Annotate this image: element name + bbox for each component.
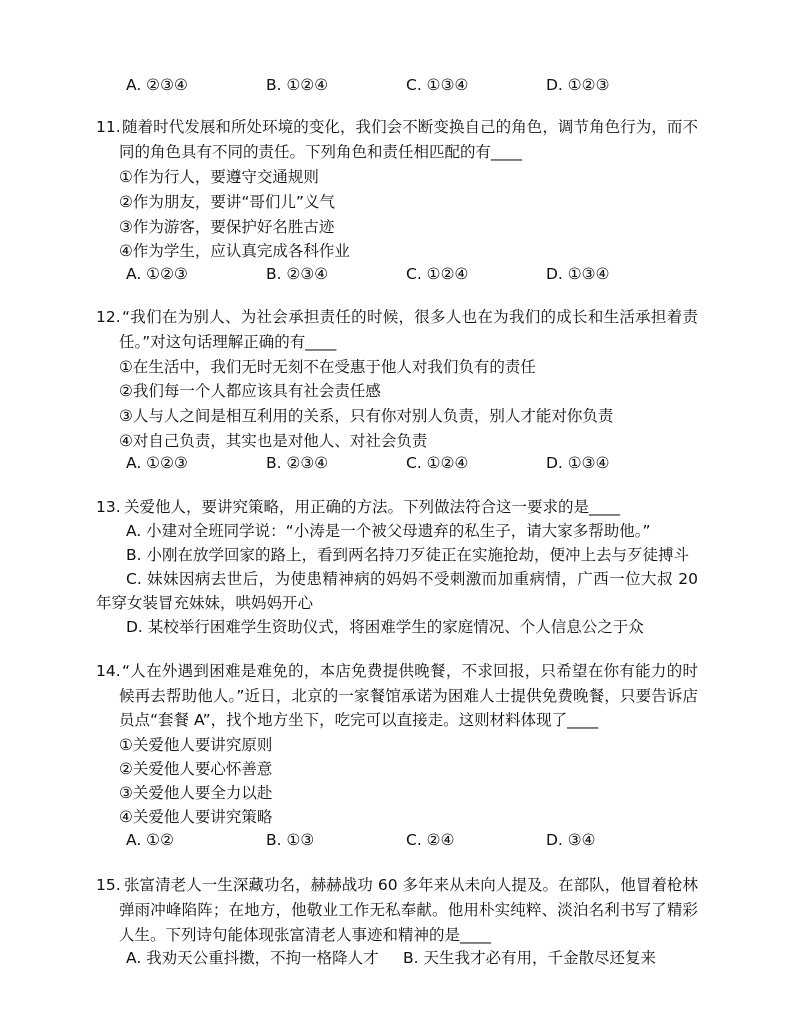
q12-stem-line-2: 任。”对这句话理解正确的有____ bbox=[119, 333, 337, 351]
q15-stem-line-2: 弹雨冲峰陷阵；在地方，他敬业工作无私奉献。他用朴实纯粹、淡泊名利书写了精彩 bbox=[119, 901, 698, 919]
q11-item-3: ③作为游客，要保护好名胜古迹 bbox=[119, 218, 335, 236]
q14-option-d: D. ③④ bbox=[546, 831, 596, 849]
q11-stem-line-1: 随着时代发展和所处环境的变化，我们会不断变换自己的角色，调节角色行为，而不 bbox=[122, 118, 698, 136]
q12-item-4: ④对自己负责，其实也是对他人、对社会负责 bbox=[119, 432, 428, 450]
q13-option-c-line-1: C. 妹妹因病去世后，为使患精神病的妈妈不受刺激而加重病情，广西一位大叔 20 bbox=[126, 570, 698, 588]
q13-option-a: A. 小建对全班同学说：“小涛是一个被父母遗弃的私生子，请大家多帮助他。” bbox=[126, 522, 651, 540]
q12-item-1: ①在生活中，我们无时无刻不在受惠于他人对我们负有的责任 bbox=[119, 358, 536, 376]
q14-item-1: ①关爱他人要讲究原则 bbox=[119, 736, 273, 754]
q12-option-c: C. ①②④ bbox=[406, 454, 469, 472]
q14-item-2: ②关爱他人要心怀善意 bbox=[119, 760, 273, 778]
q14-stem-line-3: 员点“套餐 A”，找个地方坐下，吃完可以直接走。这则材料体现了____ bbox=[119, 711, 599, 729]
q11-option-b: B. ②③④ bbox=[266, 265, 329, 283]
q10-option-b: B. ①②④ bbox=[266, 76, 329, 94]
q14-stem-line-1: “人在外遇到困难是难免的，本店免费提供晚餐，不求回报，只希望在你有能力的时 bbox=[122, 662, 698, 680]
q13-option-d: D. 某校举行困难学生资助仪式，将困难学生的家庭情况、个人信息公之于众 bbox=[126, 618, 644, 636]
q10-option-c: C. ①③④ bbox=[406, 76, 469, 94]
q11-item-1: ①作为行人，要遵守交通规则 bbox=[119, 168, 319, 186]
q12-number: 12. bbox=[96, 308, 121, 326]
q15-stem-line-3: 人生。下列诗句能体现张富清老人事迹和精神的是____ bbox=[119, 926, 492, 944]
q12-item-3: ③人与人之间是相互利用的关系，只有你对别人负责，别人才能对你负责 bbox=[119, 407, 614, 425]
q11-option-c: C. ①②④ bbox=[406, 265, 469, 283]
q13-number: 13. bbox=[96, 498, 121, 516]
q15-stem-line-1: 张富清老人一生深藏功名，赫赫战功 60 多年来从未向人提及。在部队，他冒着枪林 bbox=[124, 876, 698, 894]
q14-item-3: ③关爱他人要全力以赴 bbox=[119, 784, 273, 802]
q11-option-a: A. ①②③ bbox=[126, 265, 188, 283]
q10-option-d: D. ①②③ bbox=[546, 76, 610, 94]
q12-option-a: A. ①②③ bbox=[126, 454, 188, 472]
q12-option-d: D. ①③④ bbox=[546, 454, 610, 472]
q10-option-a: A. ②③④ bbox=[126, 76, 188, 94]
q12-stem-line-1: “我们在为别人、为社会承担责任的时候，很多人也在为我们的成长和生活承担着责 bbox=[122, 308, 698, 326]
q11-option-d: D. ①③④ bbox=[546, 265, 610, 283]
q11-item-4: ④作为学生，应认真完成各科作业 bbox=[119, 242, 350, 260]
q12-item-2: ②我们每一个人都应该具有社会责任感 bbox=[119, 382, 381, 400]
q14-stem-line-2: 候再去帮助他人。”近日，北京的一家餐馆承诺为困难人士提供免费晚餐，只要告诉店 bbox=[119, 687, 698, 705]
q15-option-b: B. 天生我才必有用，千金散尽还复来 bbox=[403, 949, 656, 967]
q11-number: 11. bbox=[96, 118, 121, 136]
q12-option-b: B. ②③④ bbox=[266, 454, 329, 472]
q11-stem-line-2: 同的角色具有不同的责任。下列角色和责任相匹配的有____ bbox=[119, 143, 523, 161]
q14-option-b: B. ①③ bbox=[266, 831, 315, 849]
q14-number: 14. bbox=[96, 662, 121, 680]
q14-item-4: ④关爱他人要讲究策略 bbox=[119, 808, 273, 826]
q14-option-a: A. ①② bbox=[126, 831, 174, 849]
q11-item-2: ②作为朋友，要讲“哥们儿”义气 bbox=[119, 193, 335, 211]
q15-option-a: A. 我劝天公重抖擞，不拘一格降人才 bbox=[126, 949, 379, 967]
q13-option-b: B. 小刚在放学回家的路上，看到两名持刀歹徒正在实施抢劫，便冲上去与歹徒搏斗 bbox=[126, 546, 689, 564]
q14-option-c: C. ②④ bbox=[406, 831, 455, 849]
q13-option-c-line-2: 年穿女装冒充妹妹，哄妈妈开心 bbox=[96, 594, 314, 612]
q13-stem: 关爱他人，要讲究策略，用正确的方法。下列做法符合这一要求的是____ bbox=[124, 498, 621, 516]
q15-number: 15. bbox=[96, 876, 121, 894]
